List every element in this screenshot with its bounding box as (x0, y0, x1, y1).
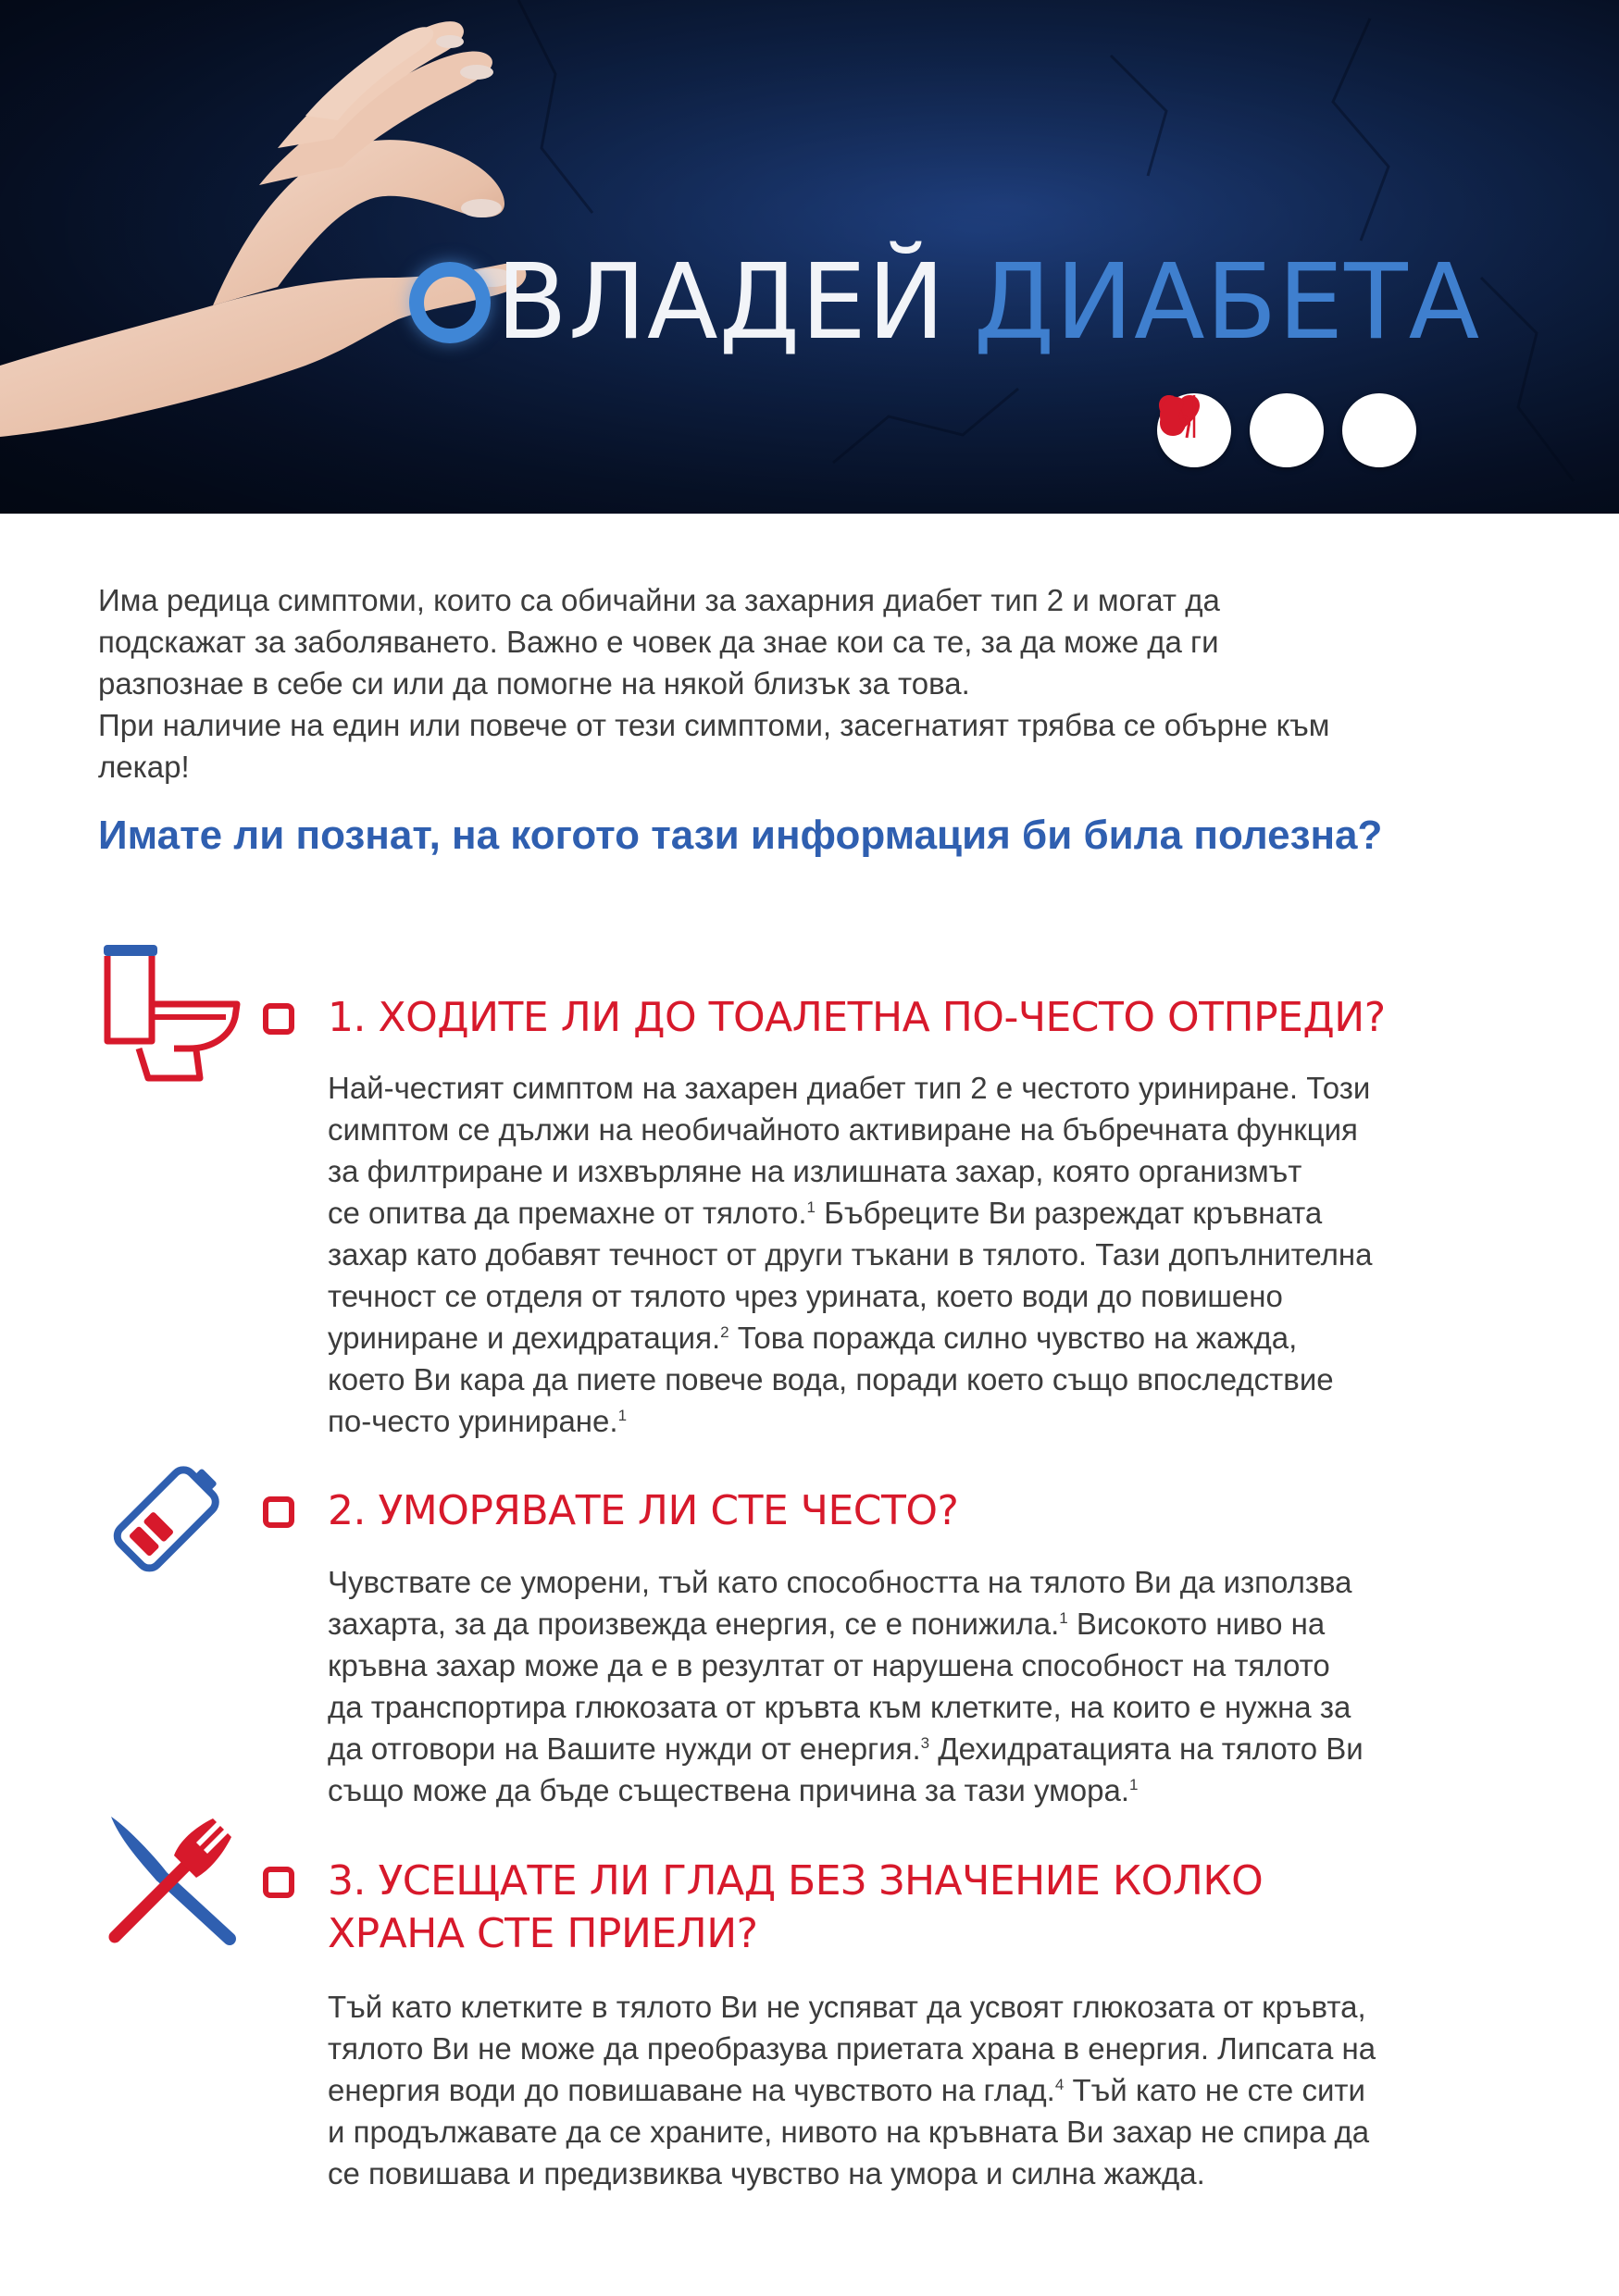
title-o-ring (409, 262, 491, 343)
body-line: Тъй като клетките в тялото Ви не успяват да усвоят глюкозата от кръвта, (328, 1990, 1366, 2024)
body-line: да отговори на Вашите нужди от енергия.$^3$ Дехидратацията на тялото Ви (328, 1731, 1364, 1766)
footnote-ref: 3 (920, 1734, 930, 1752)
footnote-ref: 4 (1054, 2076, 1065, 2093)
body-line: и продължавате да се храните, нивото на кръвната Ви захар не спира да (328, 2115, 1370, 2149)
fork-knife-icon (100, 1809, 239, 1953)
body-line: за филтриране и изхвърляне на излишната захар, която организмът (328, 1154, 1302, 1188)
section-3-heading (328, 1855, 1263, 1960)
section-1-body (328, 1067, 1522, 1442)
footnote-ref: 2 (720, 1323, 729, 1341)
section-3-heading-line: 3. УСЕЩАТЕ ЛИ ГЛАД БЕЗ ЗНАЧЕНИЕ КОЛКО (328, 1857, 1264, 1905)
title-word-2: ДИАБЕТА (973, 242, 1481, 363)
intro-line: Има редица симптоми, които са обичайни за захарния диабет тип 2 и могат да (98, 583, 1220, 617)
body-line: се повишава и предизвиква чувство на умора и силна жажда. (328, 2156, 1205, 2191)
section-3-checkbox[interactable] (263, 1867, 294, 1898)
body-line: уриниране и дехидратация.$^2$ Това поражда силно чувство на жажда, (328, 1321, 1298, 1355)
body-line: Чувствате се уморени, тъй като способността на тялото Ви да използва (328, 1565, 1352, 1599)
section-2-body (328, 1561, 1522, 1811)
body-line: по-често уриниране.$^1$ (328, 1404, 628, 1438)
title-word-1: ВЛАДЕЙ (496, 242, 946, 363)
intro-line: подскажат за заболяването. Важно е човек да знае кои са те, за да може да ги (98, 625, 1219, 659)
section-2-checkbox[interactable] (263, 1496, 294, 1528)
share-question: Имате ли познат, на когото тази информация би била полезна? (98, 813, 1383, 858)
section-1-heading (328, 991, 1386, 1044)
body-line: захар като добавят течност от други тъкани в тялото. Тази допълнителна (328, 1237, 1373, 1272)
toilet-icon (96, 939, 244, 1092)
body-line: също може да бъде съществена причина за тази умора.$^1$ (328, 1773, 1139, 1807)
intro-line: лекар! (98, 750, 190, 784)
footnote-ref: 1 (806, 1198, 816, 1216)
intro-line: разпознае в себе си или да помогне на някой близък за това. (98, 666, 970, 701)
header-banner (0, 0, 1619, 514)
body-line: симптом се дължи на необичайното активиране на бъбречната функция (328, 1112, 1358, 1147)
body-line: течност се отделя от тялото чрез урината, което води до повишено (328, 1279, 1283, 1313)
body-line: енергия води до повишаване на чувството на глад.$^4$ Тъй като не сте сити (328, 2073, 1365, 2107)
section-1-checkbox[interactable] (263, 1003, 294, 1035)
section-2-heading (328, 1484, 958, 1537)
banner-badges (1157, 393, 1416, 467)
intro-line: При наличие на един или повече от тези симптоми, засегнатият трябва се обърне към (98, 708, 1330, 742)
body-line: се опитва да премахне от тялото.$^1$ Бъбреците Ви разреждат кръвната (328, 1196, 1323, 1230)
body-line: да транспортира глюкозата от кръвта към клетките, на които е нужна за (328, 1690, 1351, 1724)
section-1-heading-line: 1. ХОДИТЕ ЛИ ДО ТОАЛЕТНА ПО-ЧЕСТО ОТПРЕДИ? (328, 994, 1386, 1041)
body-line: тялото Ви не може да преобразува приетата храна в енергия. Липсата на (328, 2031, 1376, 2066)
body-line: кръвна захар може да е в резултат от нарушена способност на тялото (328, 1648, 1330, 1682)
kidney-icon (1342, 393, 1416, 467)
intro-paragraph (98, 579, 1542, 788)
section-2-heading-line: 2. УМОРЯВАТЕ ЛИ СТЕ ЧЕСТО? (328, 1487, 959, 1534)
body-line: Най-честият симптом на захарен диабет тип 2 е честото уриниране. Този (328, 1071, 1371, 1105)
section-3-heading-line: ХРАНА СТЕ ПРИЕЛИ? (328, 1910, 758, 1957)
footnote-ref: 1 (1059, 1609, 1068, 1627)
footnote-ref: 1 (1129, 1776, 1139, 1793)
footnote-ref: 1 (617, 1407, 628, 1424)
body-line: което Ви кара да пиете повече вода, поради което също впоследствие (328, 1362, 1334, 1396)
low-battery-icon (96, 1444, 244, 1596)
body-line: захарта, за да произвежда енергия, се е понижила.$^1$ Високото ниво на (328, 1607, 1326, 1641)
banner-title (409, 242, 1480, 363)
section-3-body (328, 1986, 1522, 2194)
blood-drop-icon (1250, 393, 1324, 467)
